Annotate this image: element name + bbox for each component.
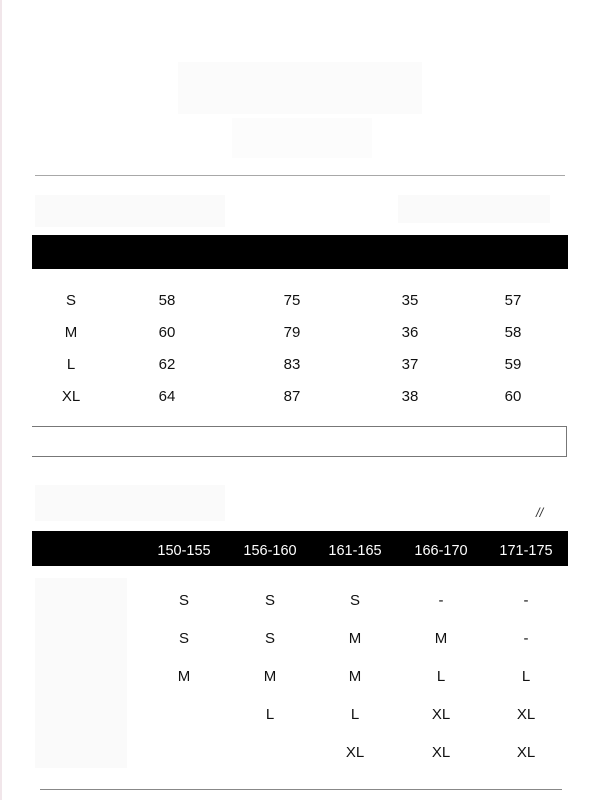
measure-cell: 58 <box>158 292 176 309</box>
faded-title-area <box>178 62 422 114</box>
size-cell: M <box>434 630 448 647</box>
measure-cell: 62 <box>158 356 176 373</box>
height-range-header: 156-160 <box>243 543 297 559</box>
size-cell: XL <box>516 744 536 761</box>
size-cell: XL <box>345 744 365 761</box>
size-cell: S <box>65 292 77 309</box>
size-cell: S <box>349 592 361 609</box>
size-cell: S <box>178 630 190 647</box>
measurement-note-box <box>32 426 567 457</box>
measure-cell: 38 <box>401 388 419 405</box>
faded-height-caption <box>35 485 225 521</box>
size-cell: - <box>523 630 529 647</box>
measure-cell: 35 <box>401 292 419 309</box>
size-cell: L <box>436 668 446 685</box>
left-edge-line <box>0 0 2 800</box>
size-cell: M <box>177 668 191 685</box>
size-cell: M <box>64 324 78 341</box>
measure-cell: 36 <box>401 324 419 341</box>
size-cell: S <box>264 592 276 609</box>
size-cell: L <box>265 706 275 723</box>
size-cell: M <box>263 668 277 685</box>
measure-cell: 87 <box>283 388 301 405</box>
faded-unit-label <box>398 195 550 223</box>
faded-table-caption <box>35 195 225 227</box>
size-cell: S <box>178 592 190 609</box>
size-cell: - <box>523 592 529 609</box>
size-cell: L <box>66 356 76 373</box>
measure-cell: 58 <box>504 324 522 341</box>
measure-cell: 60 <box>504 388 522 405</box>
measure-cell: 57 <box>504 292 522 309</box>
size-cell: - <box>438 592 444 609</box>
size-cell: XL <box>516 706 536 723</box>
height-range-header: 171-175 <box>499 543 553 559</box>
size-cell: L <box>521 668 531 685</box>
height-range-header: 150-155 <box>157 543 211 559</box>
size-cell: XL <box>431 744 451 761</box>
size-cell: XL <box>61 388 81 405</box>
size-cell: L <box>350 706 360 723</box>
measure-cell: 75 <box>283 292 301 309</box>
section-divider-top <box>35 175 565 176</box>
measure-cell: 59 <box>504 356 522 373</box>
faded-subtitle-area <box>232 118 372 158</box>
faded-weight-column <box>35 578 127 768</box>
measure-cell: 60 <box>158 324 176 341</box>
corner-mark: // <box>536 505 544 520</box>
height-range-header: 161-165 <box>328 543 382 559</box>
measure-cell: 79 <box>283 324 301 341</box>
measure-cell: 37 <box>401 356 419 373</box>
size-cell: M <box>348 630 362 647</box>
measure-cell: 64 <box>158 388 176 405</box>
section-divider-bottom <box>40 789 562 790</box>
size-cell: M <box>348 668 362 685</box>
height-range-header: 166-170 <box>414 543 468 559</box>
size-cell: S <box>264 630 276 647</box>
measurement-table-header <box>32 235 568 269</box>
size-cell: XL <box>431 706 451 723</box>
height-table-header <box>32 531 568 566</box>
measure-cell: 83 <box>283 356 301 373</box>
